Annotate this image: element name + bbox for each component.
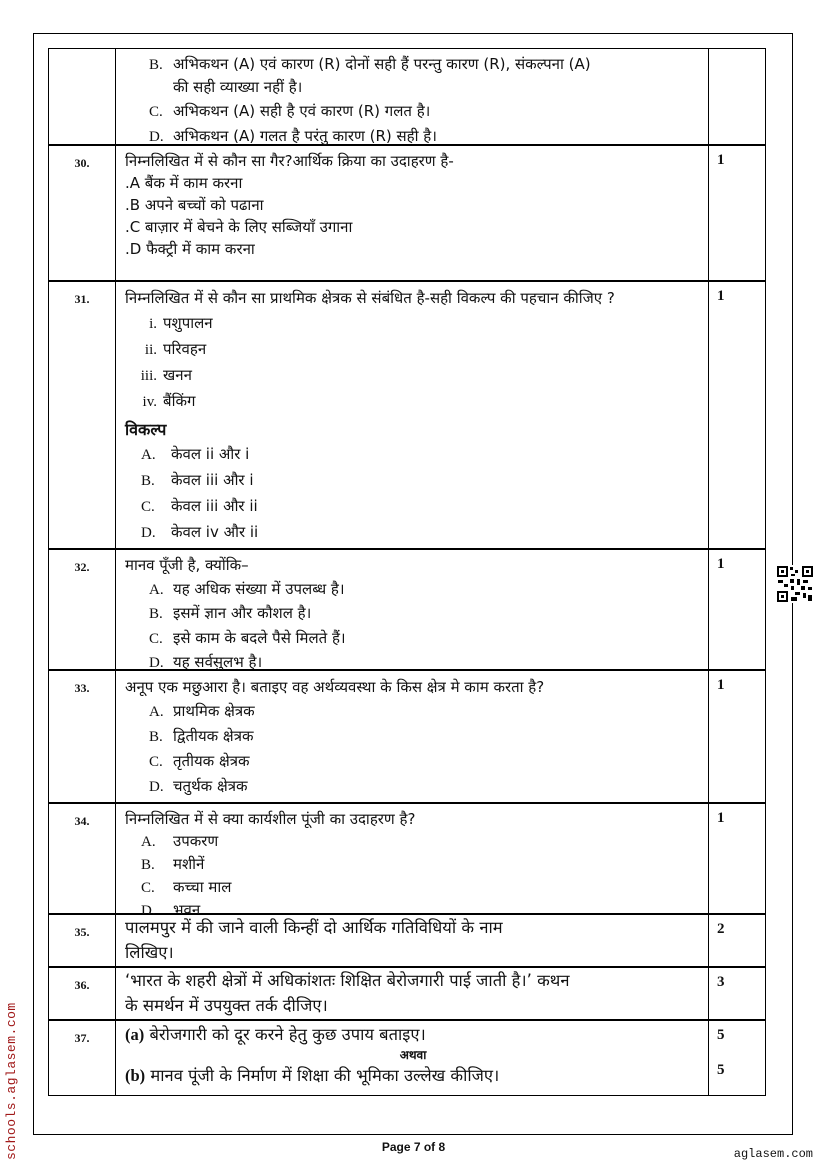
option-b-line1: अभिकथन (A) एवं कारण (R) दोनों सही हैं परन्तु कारण (R), संकल्पना (A) [173,55,591,73]
question-row-32 [48,549,766,670]
question-row-31 [48,281,766,549]
option-text: द्वितीयक क्षेत्रक [173,727,254,745]
option-label: B. [149,606,163,622]
question-row-37 [48,1020,766,1096]
option-d-text: अभिकथन (A) गलत है परंतु कारण (R) सही है। [173,127,437,145]
item-text: खनन [163,366,192,384]
question-text: निम्नलिखित में से कौन सा प्राथमिक क्षेत्रक से संबंधित है-सही विकल्प की पहचान कीजिए ? [125,289,615,307]
page-footer: Page 7 of 8 [381,1140,446,1154]
option-label: C. [149,630,163,647]
choice-label: A. [141,447,156,463]
item-text: पशुपालन [163,314,213,332]
choices-heading: विकल्प [125,420,167,439]
option-text: कच्चा माल [173,878,232,896]
option-text: यह अधिक संख्या में उपलब्ध है। [173,579,345,598]
choice-text: केवल iv और ii [171,523,259,541]
marks-a: 5 [717,1027,725,1043]
option-label: C. [141,880,155,896]
choice-label: B. [141,473,155,489]
option-label: C. [149,104,163,120]
question-number: 34. [49,804,116,913]
option-label: A. [149,581,164,598]
part-a-label: (a) [125,1025,145,1044]
option-label: B. [149,57,163,73]
question-row-34 [48,803,766,919]
part-b-label: (b) [125,1066,146,1085]
item-label: ii. [144,342,157,358]
option-label: A. [141,834,156,850]
option-label: D. [141,903,156,919]
question-text: अनूप एक मछुआरा है। बताइए वह अर्थव्यवस्था के किस क्षेत्र मे काम करता है? [125,678,545,696]
item-label: iv. [142,394,157,410]
option-label: B. [149,729,163,745]
question-29-options [149,53,701,148]
question-number: 36. [49,968,116,1019]
item-text: बैंकिंग [163,392,196,410]
option-text: मशीनें [173,855,205,873]
marks-value: 1 [708,671,765,802]
question-number: 32. [49,550,116,669]
option-text: चतुर्थक क्षेत्रक [173,777,248,795]
question-row-35 [48,914,766,967]
option-d: .D फैक्ट्री में काम करना [125,240,255,258]
question-35-body [125,915,701,965]
question-number: 33. [49,671,116,802]
question-34-body [125,808,701,922]
question-row-29-tail [48,48,766,145]
item-label: i. [149,316,157,332]
question-33-body [125,675,701,799]
question-line2: लिखिए। [125,943,174,962]
option-label: D. [149,779,164,795]
option-label: D. [149,655,164,671]
question-36-body [125,968,701,1018]
choice-text: केवल ii और i [171,445,250,463]
marks-cell [708,49,765,144]
marks-value: 2 [708,915,765,966]
marks-b: 5 [717,1062,725,1078]
option-text: भवन [173,901,201,919]
question-line1: पालमपुर में की जाने वाली किन्हीं दो आर्थिक गतिविधियों के नाम [125,918,503,937]
option-text: प्राथमिक क्षेत्रक [173,702,255,720]
question-37-body [125,1022,701,1088]
option-label: A. [149,704,164,720]
question-text: मानव पूँजी है, क्योंकि– [125,556,249,574]
question-line2: के समर्थन में उपयुक्त तर्क दीजिए। [125,996,328,1015]
option-b-line2: की सही व्याख्या नहीं है। [173,78,303,96]
option-c-text: अभिकथन (A) सही है एवं कारण (R) गलत है। [173,102,431,120]
option-label: B. [141,857,155,873]
question-number: 30. [49,146,116,280]
option-text: इसे काम के बदले पैसे मिलते हैं। [173,628,346,647]
or-separator: अथवा [399,1048,427,1062]
question-text: निम्नलिखित में से क्या कार्यशील पूंजी का उदाहरण है? [125,810,416,828]
question-number-cell [49,49,116,144]
question-line1: ‘भारत के शहरी क्षेत्रों में अधिकांशतः शिक्षित बेरोजगारी पाई जाती है।’ कथन [125,971,570,990]
option-b: .B अपने बच्चों को पढाना [125,196,264,214]
choice-label: C. [141,499,155,515]
marks-value: 1 [708,146,765,280]
question-row-30 [48,145,766,281]
qr-code-icon [776,565,814,603]
question-number: 31. [49,282,116,548]
question-32-body [125,554,701,676]
question-31-body [125,286,701,546]
choice-label: D. [141,525,156,541]
question-row-33 [48,670,766,803]
option-label: D. [149,129,164,145]
choice-text: केवल iii और i [171,471,254,489]
option-text: यह सर्वसुलभ है। [173,653,263,671]
marks-value: 1 [708,282,765,548]
question-text: निम्नलिखित में से कौन सा गैर?आर्थिक क्रिया का उदाहरण है- [125,152,454,170]
item-label: iii. [140,368,157,384]
option-text: उपकरण [173,832,219,850]
question-row-36 [48,967,766,1020]
bottom-right-watermark: aglasem.com [733,1147,813,1161]
option-text: तृतीयक क्षेत्रक [173,752,250,770]
question-number: 35. [49,915,116,966]
item-text: परिवहन [163,340,207,358]
question-number: 37. [49,1021,116,1095]
question-30-body [125,150,701,260]
marks-value: 3 [708,968,765,1019]
side-watermark: schools.aglasem.com [4,1002,19,1160]
part-b-text: मानव पूंजी के निर्माण में शिक्षा की भूमिका उल्लेख कीजिए। [150,1066,500,1085]
option-a: .A बैंक में काम करना [125,174,243,192]
choice-text: केवल iii और ii [171,497,258,515]
option-c: .C बाज़ार में बेचने के लिए सब्जियाँ उगाना [125,218,353,236]
option-text: इसमें ज्ञान और कौशल है। [173,604,312,622]
marks-value: 1 [708,804,765,913]
marks-cell [708,1021,765,1095]
part-a-text: बेरोजगारी को दूर करने हेतु कुछ उपाय बताइए। [149,1025,426,1044]
marks-value: 1 [708,550,765,669]
option-label: C. [149,754,163,770]
